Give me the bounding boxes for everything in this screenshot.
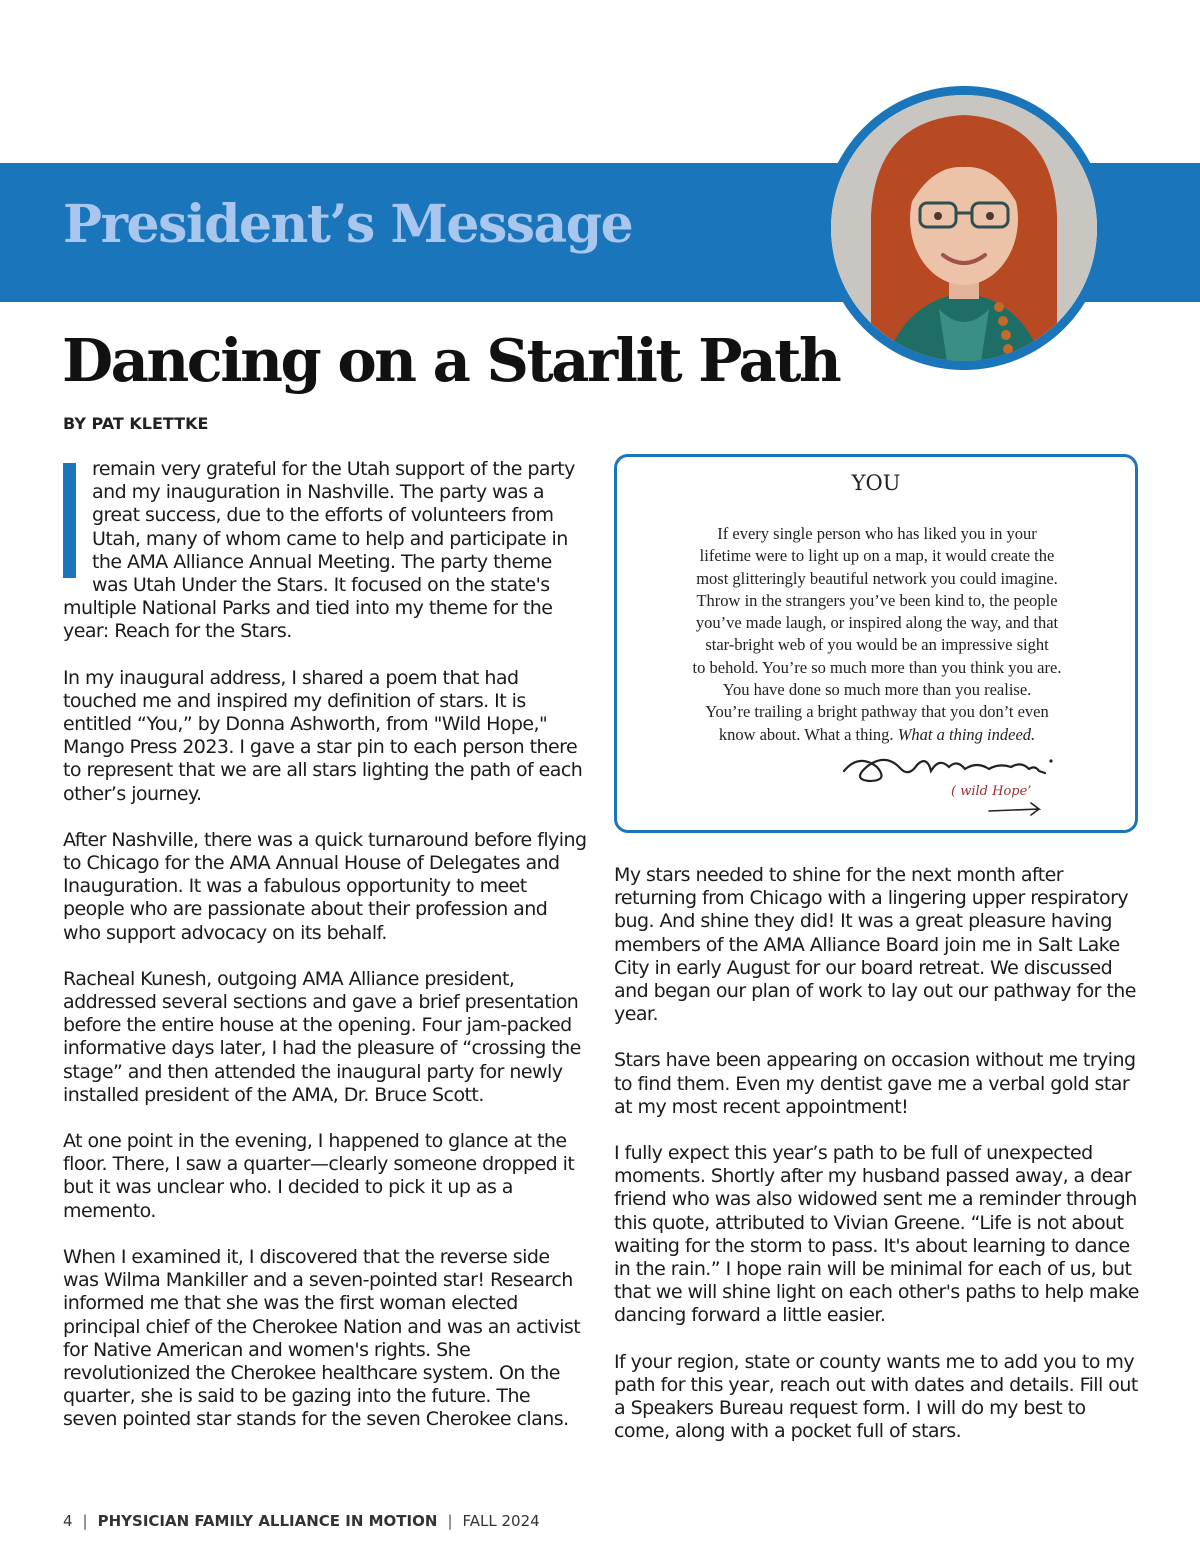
poem-title: YOU xyxy=(851,471,901,495)
poem-line-last: know about. What a thing. What a thing indeed. xyxy=(718,724,1036,744)
author-photo xyxy=(831,95,1097,361)
paragraph: Racheal Kunesh, outgoing AMA Alliance president, addressed several sections and gave a brief presentation before the entire house at the opening. Four jam-packed informative days later, I had the pleasure of “crossing the stage” and then attended the inaugural party for newly installed president of the AMA, Dr. Bruce Scott. xyxy=(63,967,581,1106)
author-portrait xyxy=(822,86,1106,370)
divider: | xyxy=(447,1512,453,1530)
section-title: President’s Message xyxy=(63,194,633,255)
poem-closing: What a thing indeed. xyxy=(897,724,1036,744)
poem-line: Throw in the strangers you’ve been kind to, the people xyxy=(696,590,1058,610)
poem-line: lifetime were to light up on a map, it would create the xyxy=(699,546,1055,566)
paragraph: When I examined it, I discovered that the reverse side was Wilma Mankiller and a seven-pointed star! Research informed me that she was the first woman elected principal chief of the Cherokee Nation and was an activist for Native American and women's rights. She revolutionized the Cherokee healthcare system. On the quarter, she is said to be gazing into the future. The seven pointed star stands for the seven Cherokee clans. xyxy=(63,1245,581,1431)
page-number: 4 xyxy=(63,1512,73,1530)
paragraph: I fully expect this year’s path to be full of unexpected moments. Shortly after my husband passed away, a dear friend who was also widowed sent me a reminder through this quote, attributed to Vivian Greene. “Life is not about waiting for the storm to pass. It's about learning to dance in the rain.” I hope rain will be minimal for each of us, but that we will shine light on each other's paths to help make dancing forward a little easier. xyxy=(614,1142,1139,1327)
paragraph: My stars needed to shine for the next month after returning from Chicago with a lingering upper respiratory bug. And shine they did! It was a great pleasure having members of the AMA Alliance Board join me in Salt Lake City in early August for our board retreat. We discussed and began our plan of work to lay out our pathway for the year. xyxy=(614,864,1136,1026)
poem-text xyxy=(631,523,1123,746)
poem-line: You have done so much more than you realise. xyxy=(722,680,1032,700)
poem-line: You’re trailing a bright pathway that you don’t even xyxy=(705,702,1049,722)
paragraph: In my inaugural address, I shared a poem that had touched me and inspired my definition of stars. It is entitled “You,” by Donna Ashworth, from "Wild Hope," Mango Press 2023. I gave a star pin to each person there to represent that we are all stars lighting the path of each other’s journey. xyxy=(63,666,583,805)
poem-line: most glitteringly beautiful network you could imagine. xyxy=(696,568,1058,588)
paragraph: remain very grateful for the Utah support of the party and my inauguration in Nashville. The party was a great success, due to the efforts of volunteers from Utah, many of whom came to help and participate in the AMA Alliance Annual Meeting. The party theme was Utah Under the Stars. It focused on the state's multiple National Parks and tied into my theme for the year: Reach for the Stars. xyxy=(63,458,575,643)
drop-cap-bar xyxy=(63,463,76,578)
poem-box xyxy=(614,454,1138,833)
article-headline: Dancing on a Starlit Path xyxy=(62,326,840,395)
svg-text:( wild Hope’: ( wild Hope’ xyxy=(951,784,1032,799)
left-column xyxy=(63,458,588,1455)
right-column xyxy=(614,864,1144,1466)
divider: | xyxy=(82,1512,88,1530)
paragraph: If your region, state or county wants me to add you to my path for this year, reach out with dates and details. Fill out a Speakers Bureau request form. I will do my best to come, along with a pocket full of stars. xyxy=(614,1350,1138,1443)
page-footer xyxy=(63,1512,540,1530)
paragraph: After Nashville, there was a quick turnaround before flying to Chicago for the AMA Annual House of Delegates and Inauguration. It was a fabulous opportunity to meet people who are passionate about their profession and who support advocacy on its behalf. xyxy=(63,828,587,944)
paragraph: Stars have been appearing on occasion without me trying to find them. Even my dentist gave me a verbal gold star at my most recent appointment! xyxy=(614,1049,1136,1118)
byline: BY PAT KLETTKE xyxy=(63,414,209,433)
paragraph: At one point in the evening, I happened to glance at the floor. There, I saw a quarter—clearly someone dropped it but it was unclear who. I decided to pick it up as a memento. xyxy=(63,1130,575,1222)
poem-line: If every single person who has liked you in your xyxy=(717,524,1037,543)
issue-label: FALL 2024 xyxy=(462,1512,540,1530)
handwritten-signature xyxy=(839,747,1079,825)
publication-name: PHYSICIAN FAMILY ALLIANCE IN MOTION xyxy=(97,1512,438,1530)
poem-line: you’ve made laugh, or inspired along the way, and that xyxy=(695,613,1059,633)
poem-line: to behold. You’re so much more than you think you are. xyxy=(692,657,1062,677)
poem-line: star-bright web of you would be an impressive sight xyxy=(705,635,1049,655)
